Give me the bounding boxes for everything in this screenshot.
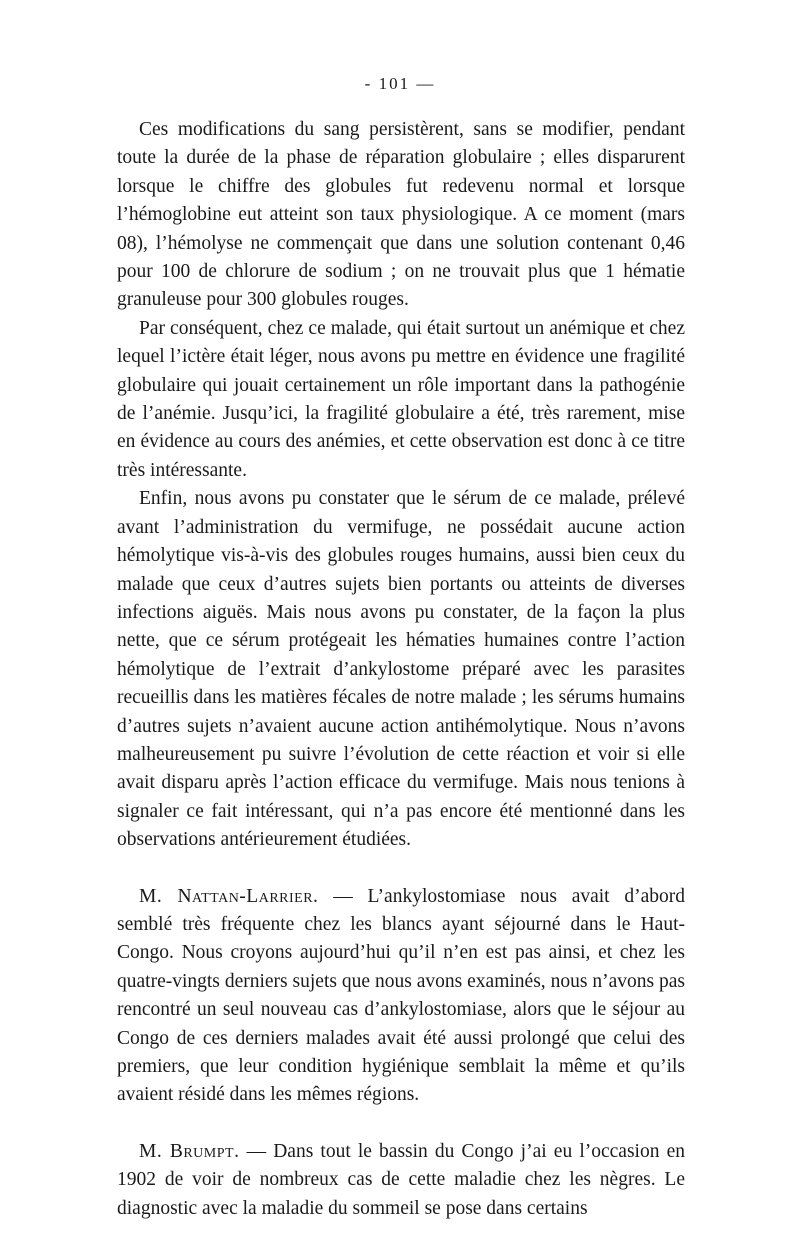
- paragraph-nattan-larrier: [117, 883, 685, 1110]
- section-gap: [117, 1110, 685, 1138]
- section-gap: [117, 855, 685, 883]
- body-text: [117, 116, 685, 1223]
- paragraph-brumpt: [117, 1138, 685, 1223]
- paragraph-conclusion-fragility: Par conséquent, chez ce malade, qui était surtout un anémique et chez lequel l’ictère était léger, nous avons pu mettre en évidence une fragilité globulaire qui jouait certainement un rôle important dans la pathogénie de l’anémie. Jusqu’ici, la fragilité globulaire a été, très rarement, mise en évidence au cours des anémies, et cette observation est donc à ce titre très intéressante.: [117, 317, 685, 481]
- remark-nattan-larrier: — L’ankylostomiase nous avait d’abord semblé très fréquente chez les blancs ayant séjourné dans le Haut-Congo. Nous croyons aujourd’hui qu’il n’en est pas ainsi, et chez les quatre-vingts derniers sujets que nous avons examinés, nous n’avons pas rencontré un seul nouveau cas d’ankylostomiase, alors que le séjour au Congo de ces derniers malades avait été aussi prolongé que celui des premiers, que leur condition hygiénique semblait la même et qu’ils avaient résidé dans les mêmes régions.: [117, 885, 685, 1106]
- speaker-nattan-larrier: M. Nattan-Larrier.: [139, 885, 319, 907]
- page-number: - 101 —: [364, 74, 436, 93]
- remark-brumpt: — Dans tout le bassin du Congo j’ai eu l’occasion en 1902 de voir de nombreux cas de cette maladie chez les nègres. Le diagnostic avec la maladie du sommeil se pose dans certains: [117, 1140, 685, 1219]
- paragraph-blood-changes: Ces modifications du sang persistèrent, sans se modifier, pendant toute la durée de la phase de réparation globulaire ; elles disparurent lorsque le chiffre des globules fut redevenu normal et lorsque l’hémoglobine eut atteint son taux physiologique. A ce moment (mars 08), l’hémolyse ne commençait que dans une solution contenant 0,46 pour 100 de chlorure de sodium ; on ne trouvait plus que 1 hématie granuleuse pour 300 globules rouges.: [117, 119, 685, 311]
- paragraph-serum-findings: Enfin, nous avons pu constater que le sérum de ce malade, prélevé avant l’administration du vermifuge, ne possédait aucune action hémolytique vis-à-vis des globules rouges humains, aussi bien ceux du malade que ceux d’autres sujets bien portants ou atteints de diverses infections aiguës. Mais nous avons pu constater, de la façon la plus nette, que ce sérum protégeait les hématies humaines contre l’action hémolytique de l’extrait d’ankylostome préparé avec les parasites recueillis dans les matières fécales de notre malade ; les sérums humains d’autres sujets n’avaient aucune action antihémolytique. Nous n’avons malheureusement pu suivre l’évolution de cette réaction et voir si elle avait disparu après l’action efficace du vermifuge. Mais nous tenions à signaler ce fait intéressant, qui n’a pas encore été mentionné dans les observations antérieurement étudiées.: [117, 488, 685, 851]
- speaker-brumpt: M. Brumpt.: [139, 1140, 240, 1162]
